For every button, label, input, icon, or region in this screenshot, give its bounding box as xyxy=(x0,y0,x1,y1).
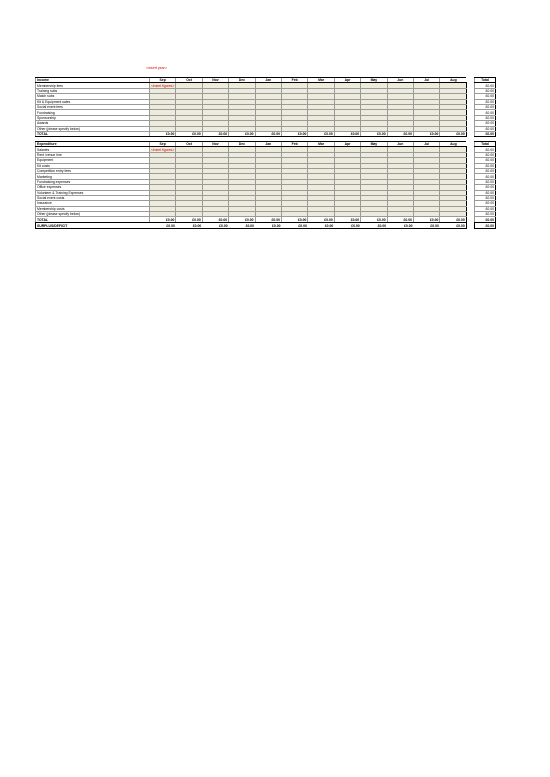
row-total: £0.00 xyxy=(475,195,496,200)
month-total: £0.00 xyxy=(414,131,440,136)
row-total: £0.00 xyxy=(475,115,496,120)
total-label: TOTAL xyxy=(36,131,150,136)
row-label: Competition entry fees xyxy=(36,168,150,173)
month-header-jan: Jan xyxy=(255,78,281,83)
column-gap xyxy=(466,223,474,229)
row-total: £0.00 xyxy=(475,152,496,157)
surplus-month-value: £0.00 xyxy=(176,223,202,229)
month-header-may: May xyxy=(361,78,387,83)
surplus-month-value: £0.00 xyxy=(440,223,466,229)
row-label: Social event fees xyxy=(36,104,150,109)
row-label: Rent /venue hire xyxy=(36,152,150,157)
row-label: Fundraising expenses xyxy=(36,179,150,184)
grand-total: £0.00 xyxy=(475,131,496,136)
row-label: Kit & Equipment sales xyxy=(36,99,150,104)
row-total: £0.00 xyxy=(475,190,496,195)
month-header-dec: Dec xyxy=(229,78,255,83)
month-header-jun: Jun xyxy=(387,142,413,147)
month-header-jul: Jul xyxy=(414,142,440,147)
expenditure-header: Expenditure xyxy=(36,142,150,147)
column-gap xyxy=(466,131,474,136)
row-label: Membership fees xyxy=(36,83,150,88)
month-total: £0.00 xyxy=(202,131,228,136)
month-total: £0.00 xyxy=(387,217,413,222)
month-header-mar: Mar xyxy=(308,142,334,147)
income-header: Income xyxy=(36,78,150,83)
month-header-feb: Feb xyxy=(281,142,307,147)
row-total: £0.00 xyxy=(475,174,496,179)
total-header: Total xyxy=(475,78,496,83)
row-label: Social event costs xyxy=(36,195,150,200)
row-total: £0.00 xyxy=(475,104,496,109)
expenditure-table xyxy=(35,141,496,223)
row-total: £0.00 xyxy=(475,147,496,152)
surplus-row xyxy=(36,223,496,229)
row-total: £0.00 xyxy=(475,163,496,168)
month-total: £0.00 xyxy=(202,217,228,222)
year-placeholder[interactable]: <insert year> xyxy=(146,66,167,70)
surplus-month-value: £0.00 xyxy=(202,223,228,229)
row-total: £0.00 xyxy=(475,179,496,184)
row-total: £0.00 xyxy=(475,206,496,211)
month-total: £0.00 xyxy=(149,217,175,222)
month-total: £0.00 xyxy=(255,131,281,136)
surplus-month-value: £0.00 xyxy=(281,223,307,229)
month-total: £0.00 xyxy=(229,217,255,222)
row-label: Membership costs xyxy=(36,206,150,211)
month-header-mar: Mar xyxy=(308,78,334,83)
month-total: £0.00 xyxy=(334,217,360,222)
row-label: Marketing xyxy=(36,174,150,179)
row-total: £0.00 xyxy=(475,168,496,173)
surplus-month-value: £0.00 xyxy=(255,223,281,229)
row-total: £0.00 xyxy=(475,83,496,88)
row-label: Fundraising xyxy=(36,110,150,115)
row-total: £0.00 xyxy=(475,110,496,115)
month-header-sep: Sep xyxy=(149,78,175,83)
input-cell[interactable]: <insert figures> xyxy=(150,83,175,88)
row-label: Other (please specify below) xyxy=(36,126,150,131)
month-header-aug: Aug xyxy=(440,78,466,83)
month-total: £0.00 xyxy=(229,131,255,136)
month-total: £0.00 xyxy=(281,131,307,136)
row-label: Other (please specify below) xyxy=(36,212,150,217)
month-total: £0.00 xyxy=(440,131,466,136)
month-total: £0.00 xyxy=(334,131,360,136)
row-total: £0.00 xyxy=(475,185,496,190)
month-total: £0.00 xyxy=(308,217,334,222)
surplus-label: SURPLUS/DEFICIT xyxy=(36,223,150,229)
total-header: Total xyxy=(475,142,496,147)
month-total: £0.00 xyxy=(361,217,387,222)
row-total: £0.00 xyxy=(475,99,496,104)
month-total: £0.00 xyxy=(440,217,466,222)
month-header-oct: Oct xyxy=(176,142,202,147)
month-total: £0.00 xyxy=(308,131,334,136)
month-header-apr: Apr xyxy=(334,78,360,83)
month-total: £0.00 xyxy=(149,131,175,136)
surplus-month-value: £0.00 xyxy=(414,223,440,229)
surplus-table xyxy=(35,222,496,229)
row-total: £0.00 xyxy=(475,121,496,126)
month-total: £0.00 xyxy=(176,217,202,222)
row-label: Awards xyxy=(36,121,150,126)
month-header-apr: Apr xyxy=(334,142,360,147)
month-header-jul: Jul xyxy=(414,78,440,83)
surplus-month-value: £0.00 xyxy=(149,223,175,229)
row-total: £0.00 xyxy=(475,158,496,163)
row-total: £0.00 xyxy=(475,88,496,93)
surplus-month-value: £0.00 xyxy=(334,223,360,229)
row-label: Volunteer & Training Expenses xyxy=(36,190,150,195)
month-total: £0.00 xyxy=(387,131,413,136)
month-header-nov: Nov xyxy=(202,78,228,83)
row-total: £0.00 xyxy=(475,126,496,131)
surplus-month-value: £0.00 xyxy=(308,223,334,229)
month-total: £0.00 xyxy=(414,217,440,222)
income-total-row xyxy=(36,131,496,136)
row-label: Match subs xyxy=(36,94,150,99)
month-header-jun: Jun xyxy=(387,78,413,83)
surplus-month-value: £0.00 xyxy=(361,223,387,229)
row-label: Training subs xyxy=(36,88,150,93)
row-total: £0.00 xyxy=(475,94,496,99)
month-header-may: May xyxy=(361,142,387,147)
row-label: Sponsorship xyxy=(36,115,150,120)
input-cell[interactable]: <insert figures> xyxy=(150,147,175,152)
month-header-feb: Feb xyxy=(281,78,307,83)
month-header-aug: Aug xyxy=(440,142,466,147)
month-total: £0.00 xyxy=(361,131,387,136)
month-total: £0.00 xyxy=(255,217,281,222)
month-header-jan: Jan xyxy=(255,142,281,147)
month-header-oct: Oct xyxy=(176,78,202,83)
month-total: £0.00 xyxy=(281,217,307,222)
grand-total: £0.00 xyxy=(475,217,496,222)
row-total: £0.00 xyxy=(475,201,496,206)
month-header-sep: Sep xyxy=(149,142,175,147)
surplus-total: £0.00 xyxy=(475,223,496,229)
row-label: Insurance xyxy=(36,201,150,206)
row-label: Kit costs xyxy=(36,163,150,168)
income-table xyxy=(35,77,496,137)
month-total: £0.00 xyxy=(176,131,202,136)
row-label: Salaries xyxy=(36,147,150,152)
row-label: Equipment xyxy=(36,158,150,163)
surplus-month-value: £0.00 xyxy=(229,223,255,229)
row-total: £0.00 xyxy=(475,212,496,217)
total-label: TOTAL xyxy=(36,217,150,222)
month-header-dec: Dec xyxy=(229,142,255,147)
surplus-month-value: £0.00 xyxy=(387,223,413,229)
row-label: Office expenses xyxy=(36,185,150,190)
month-header-nov: Nov xyxy=(202,142,228,147)
